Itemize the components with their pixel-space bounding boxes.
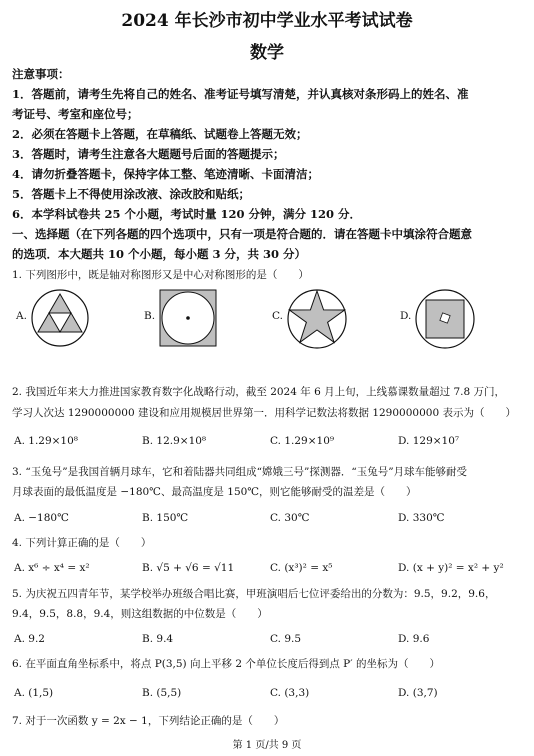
q4-option-b: B. √5 + √6 = √11	[142, 562, 235, 574]
q4-options	[12, 557, 524, 579]
q6-stem: 6. 在平面直角坐标系中，将点 P(3,5) 向上平移 2 个单位长度后得到点 P′ 的坐标为（ ）	[12, 658, 440, 670]
note-1b: 考证号、考室和座位号；	[12, 107, 139, 121]
q5-options	[12, 628, 524, 650]
q6-options	[12, 682, 524, 704]
q7-stem: 7. 对于一次函数 y = 2x − 1，下列结论正确的是（ ）	[12, 715, 285, 727]
q1-label-a: A.	[16, 310, 27, 322]
q2-option-b: B. 12.9×10⁸	[142, 435, 207, 447]
q6-option-c: C. (3,3)	[270, 687, 310, 699]
q6-option-a: A. (1,5)	[14, 687, 54, 699]
q3-option-b: B. 150℃	[142, 512, 189, 524]
note-6: 6．本学科试卷共 25 个小题，考试时量 120 分钟，满分 120 分．	[12, 207, 362, 221]
q2-options	[12, 430, 524, 452]
q4-stem: 4. 下列计算正确的是（ ）	[12, 537, 152, 549]
q1-figure-b-square-circle	[158, 288, 218, 348]
q1-stem: 1. 下列图形中，既是轴对称图形又是中心对称图形的是（ ）	[12, 269, 309, 281]
note-5: 5．答题卡上不得使用涂改液、涂改胶和贴纸；	[12, 187, 250, 201]
q3-stem-2: 月球表面的最低温度是 −180℃、最高温度是 150℃，则它能够耐受的温差是（ ）	[12, 486, 417, 498]
subject-title: 数学	[250, 43, 284, 63]
q6-option-b: B. (5,5)	[142, 687, 182, 699]
q3-option-d: D. 330℃	[398, 512, 445, 524]
page-footer: 第 1 页/共 9 页	[232, 740, 302, 751]
q5-option-b: B. 9.4	[142, 633, 174, 645]
q4-option-a: A. x⁶ ÷ x⁴ = x²	[14, 562, 90, 574]
note-4: 4．请勿折叠答题卡，保持字体工整、笔迹清晰、卡面清洁；	[12, 167, 319, 181]
q2-stem-2: 学习人次达 1290000000 建设和应用规模居世界第一．用科学记数法将数据 1290000000 表示为（ ）	[12, 407, 516, 419]
note-3: 3．答题时，请考生注意各大题题号后面的答题提示；	[12, 147, 285, 161]
q2-option-d: D. 129×10⁷	[398, 435, 460, 447]
q1-figure-c-star-circle	[286, 288, 348, 350]
q6-option-d: D. (3,7)	[398, 687, 438, 699]
q3-option-c: C. 30℃	[270, 512, 310, 524]
q1-figure-a-circle-triangles	[30, 288, 90, 348]
q5-option-a: A. 9.2	[14, 633, 45, 645]
q2-option-a: A. 1.29×10⁸	[14, 435, 79, 447]
q1-label-c: C.	[272, 310, 283, 322]
q3-stem-1: 3. “玉兔号”是我国首辆月球车，它和着陆器共同组成“嫦娥三号”探测器．“玉兔号”月球车能够耐受	[12, 466, 468, 478]
q5-stem-2: 9.4，9.5，8.8，9.4，则这组数据的中位数是（ ）	[12, 608, 268, 620]
q5-option-d: D. 9.6	[398, 633, 430, 645]
section-heading-1: 一、选择题（在下列各题的四个选项中，只有一项是符合题的．请在答题卡中填涂符合题意	[12, 227, 472, 241]
section-heading-2: 的选项．本大题共 10 个小题，每小题 3 分，共 30 分）	[12, 247, 307, 261]
note-1a: 1．答题前，请考生先将自己的姓名、准考证号填写清楚，并认真核对条形码上的姓名、准	[12, 87, 469, 101]
q4-option-c: C. (x³)² = x⁵	[270, 562, 333, 574]
notes-heading: 注意事项：	[12, 67, 70, 81]
q5-stem-1: 5. 为庆祝五四青年节，某学校举办班级合唱比赛，甲班演唱后七位评委给出的分数为：9.5，9.2，9.6，	[12, 588, 496, 600]
q3-option-a: A. −180℃	[14, 512, 69, 524]
q2-stem-1: 2. 我国近年来大力推进国家教育数字化战略行动，截至 2024 年 6 月上旬，上线慕课数量超过 7.8 万门，	[12, 386, 505, 398]
q2-option-c: C. 1.29×10⁹	[270, 435, 335, 447]
q3-options	[12, 507, 524, 529]
q5-option-c: C. 9.5	[270, 633, 302, 645]
exam-title: 2024 年长沙市初中学业水平考试试卷	[121, 11, 413, 31]
q1-label-b: B.	[144, 310, 156, 322]
q1-figure-d-circle-square	[414, 288, 476, 350]
q1-label-d: D.	[400, 310, 412, 322]
note-2: 2．必须在答题卡上答题，在草稿纸、试题卷上答题无效；	[12, 127, 308, 141]
q4-option-d: D. (x + y)² = x² + y²	[398, 562, 504, 574]
